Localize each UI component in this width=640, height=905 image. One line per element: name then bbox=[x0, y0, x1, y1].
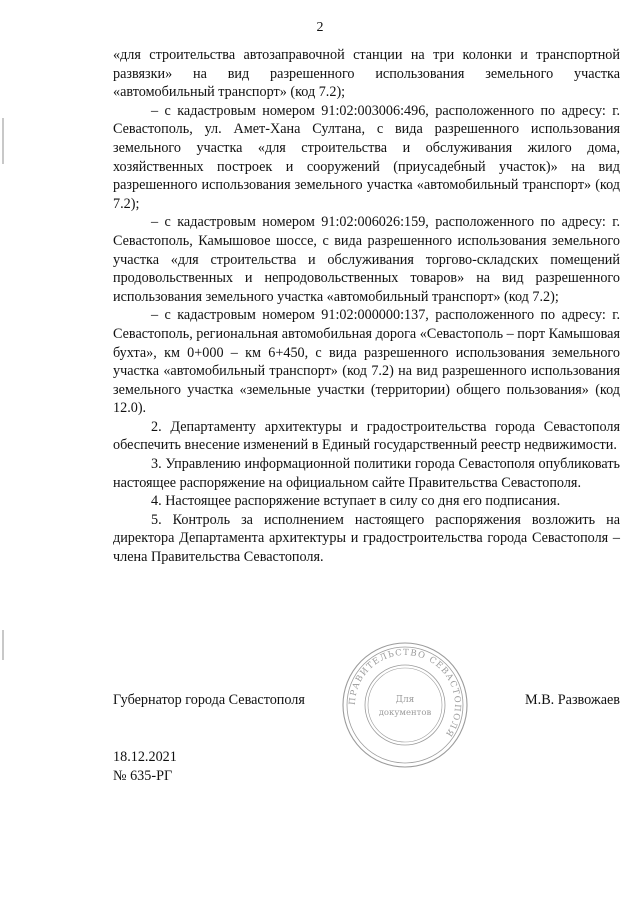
paragraph-item-4: 4. Настоящее распоряжение вступает в силу со дня его подписания. bbox=[151, 493, 561, 510]
paragraph-parcel-137: – с кадастровым номером 91:02:000000:137, расположенного по адресу: г. Севастополь, региональная автомобильная дорога «Севастополь – порт Камышовая бухта», км 0+000 – км 6+450, с вида разрешенного использования земельного участка «автомобильный транспорт» (код 7.2) на вид разрешенного использования земельного участка «земельные участки (территории) общего пользования» (код 12.0). bbox=[113, 307, 621, 417]
document-meta bbox=[113, 748, 177, 785]
stamp-center-line-1: Для bbox=[395, 695, 415, 705]
document-date: 18.12.2021 bbox=[113, 749, 177, 765]
signer-title: Губернатор города Севастополя bbox=[113, 692, 305, 708]
page-number: 2 bbox=[316, 20, 324, 35]
paragraph-continuation: «для строительства автозаправочной станции на три колонки и транспортной развязки» на вид разрешенного использования земельного участка «автомобильный транспорт» (код 7.2); bbox=[113, 47, 620, 101]
stamp-ring-text: ПРАВИТЕЛЬСТВО СЕВАСТОПОЛЯ bbox=[347, 647, 463, 739]
document-number: № 635-РГ bbox=[113, 767, 173, 784]
paragraph-item-3: 3. Управлению информационной политики города Севастополя опубликовать настоящее распоряжение на официальном сайте Правительства Севастополя. bbox=[113, 456, 620, 491]
paragraph-item-5: 5. Контроль за исполнением настоящего распоряжения возложить на директора Департамента архитектуры и градостроительства города Севастополя – члена Правительства Севастополя. bbox=[113, 511, 620, 566]
paragraph-item-2: 2. Департаменту архитектуры и градостроительства города Севастополя обеспечить внесение изменений в Единый государственный реестр недвижимости. bbox=[113, 418, 620, 454]
svg-text:ПРАВИТЕЛЬСТВО СЕВАСТОПОЛЯ bbox=[348, 648, 462, 739]
stamp-center-line-2: документов bbox=[378, 708, 432, 718]
official-seal-stamp bbox=[337, 640, 473, 770]
document-body bbox=[113, 46, 620, 567]
paragraph-parcel-159: – с кадастровым номером 91:02:006026:159, расположенного по адресу: г. Севастополь, Камышовое шоссе, с вида разрешенного использования земельного участка «для строительства и обслуживания торгово-складских помещений продовольственных и непродовольственных товаров» на вид разрешенного использования земельного участка «автомобильный транспорт» (код 7.2); bbox=[113, 214, 620, 305]
signer-name: М.В. Развожаев bbox=[525, 692, 620, 708]
paragraph-parcel-496: – с кадастровым номером 91:02:003006:496, расположенного по адресу: г. Севастополь, ул. Амет-Хана Султана, с вида разрешенного использования земельного участка «для строительства и обслуживания жилого дома, хозяйственных построек и сооружений (приусадебный участок)» на вид разрешенного использования земельного участка «автомобильный транспорт» (код 7.2); bbox=[113, 102, 620, 212]
scan-edge-mark-top bbox=[2, 118, 4, 164]
scan-edge-mark-bottom bbox=[2, 630, 4, 660]
